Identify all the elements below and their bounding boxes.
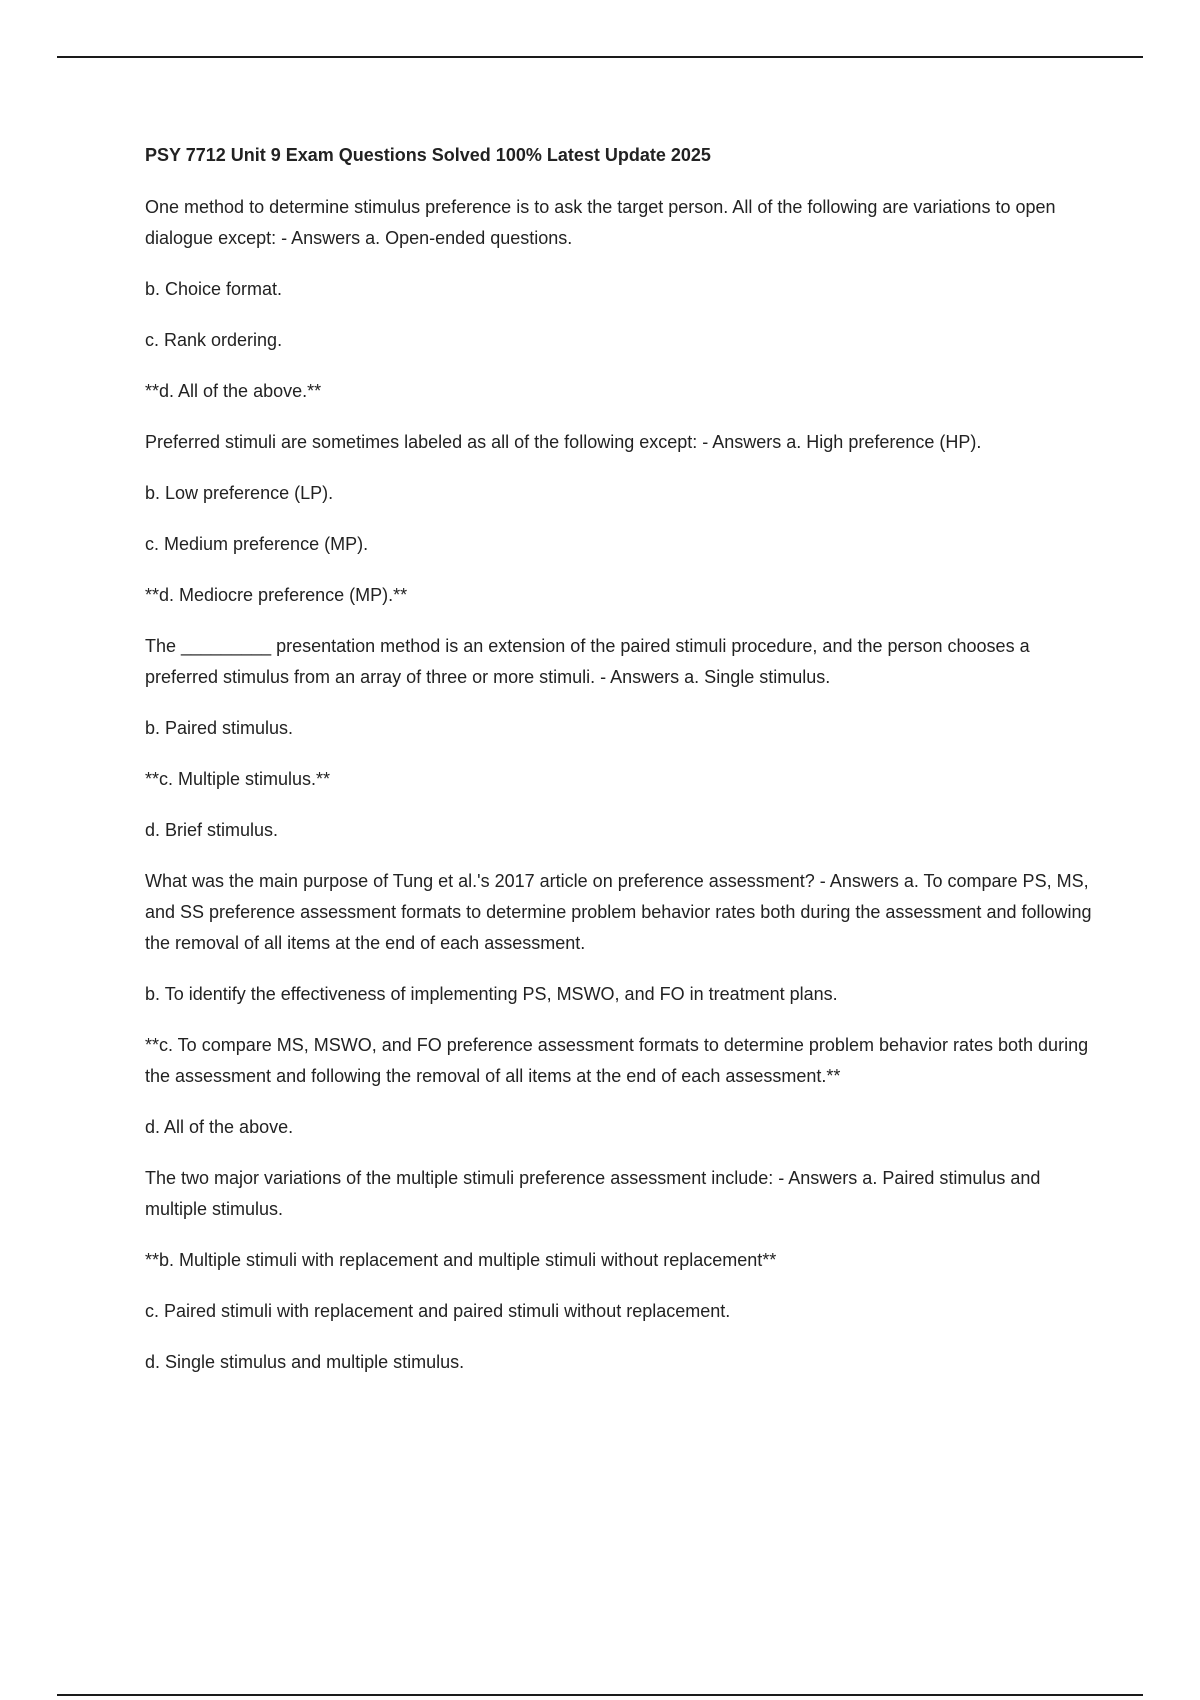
paragraph: c. Medium preference (MP). [145,534,369,554]
paragraph: The two major variations of the multiple stimuli preference assessment include: - Answers a. Paired stimulus and multiple stimulus. [145,1168,1041,1219]
paragraph: c. Rank ordering. [145,330,283,350]
document-title: PSY 7712 Unit 9 Exam Questions Solved 100% Latest Update 2025 [145,145,711,165]
paragraph: **c. Multiple stimulus.** [145,769,331,789]
paragraph: **d. Mediocre preference (MP).** [145,585,408,605]
paragraph: b. Paired stimulus. [145,718,294,738]
paragraph: b. Low preference (LP). [145,483,334,503]
paragraph: d. All of the above. [145,1117,294,1137]
paragraph: The _________ presentation method is an extension of the paired stimuli procedure, and the person chooses a preferred stimulus from an array of three or more stimuli. - Answers a. Single stimulus. [145,636,1030,687]
paragraph: b. To identify the effectiveness of implementing PS, MSWO, and FO in treatment plans. [145,984,838,1004]
bottom-rule [57,1694,1143,1696]
paragraph: d. Single stimulus and multiple stimulus. [145,1352,465,1372]
paragraph: Preferred stimuli are sometimes labeled as all of the following except: - Answers a. High preference (HP). [145,432,982,452]
paragraph: c. Paired stimuli with replacement and paired stimuli without replacement. [145,1301,731,1321]
paragraph: b. Choice format. [145,279,283,299]
paragraph: **d. All of the above.** [145,381,322,401]
paragraph: What was the main purpose of Tung et al.'s 2017 article on preference assessment? - Answers a. To compare PS, MS, and SS preference assessment formats to determine problem behavior rates both during the assessment and following the removal of all items at the end of each assessment. [145,871,1092,953]
paragraph: One method to determine stimulus preference is to ask the target person. All of the following are variations to open dialogue except: - Answers a. Open-ended questions. [145,197,1056,248]
paragraph: d. Brief stimulus. [145,820,279,840]
paragraph: **c. To compare MS, MSWO, and FO preference assessment formats to determine problem behavior rates both during the assessment and following the removal of all items at the end of each assessment.** [145,1035,1089,1086]
document-body [145,144,1100,1398]
paragraph: **b. Multiple stimuli with replacement and multiple stimuli without replacement** [145,1250,777,1270]
top-rule [57,56,1143,58]
